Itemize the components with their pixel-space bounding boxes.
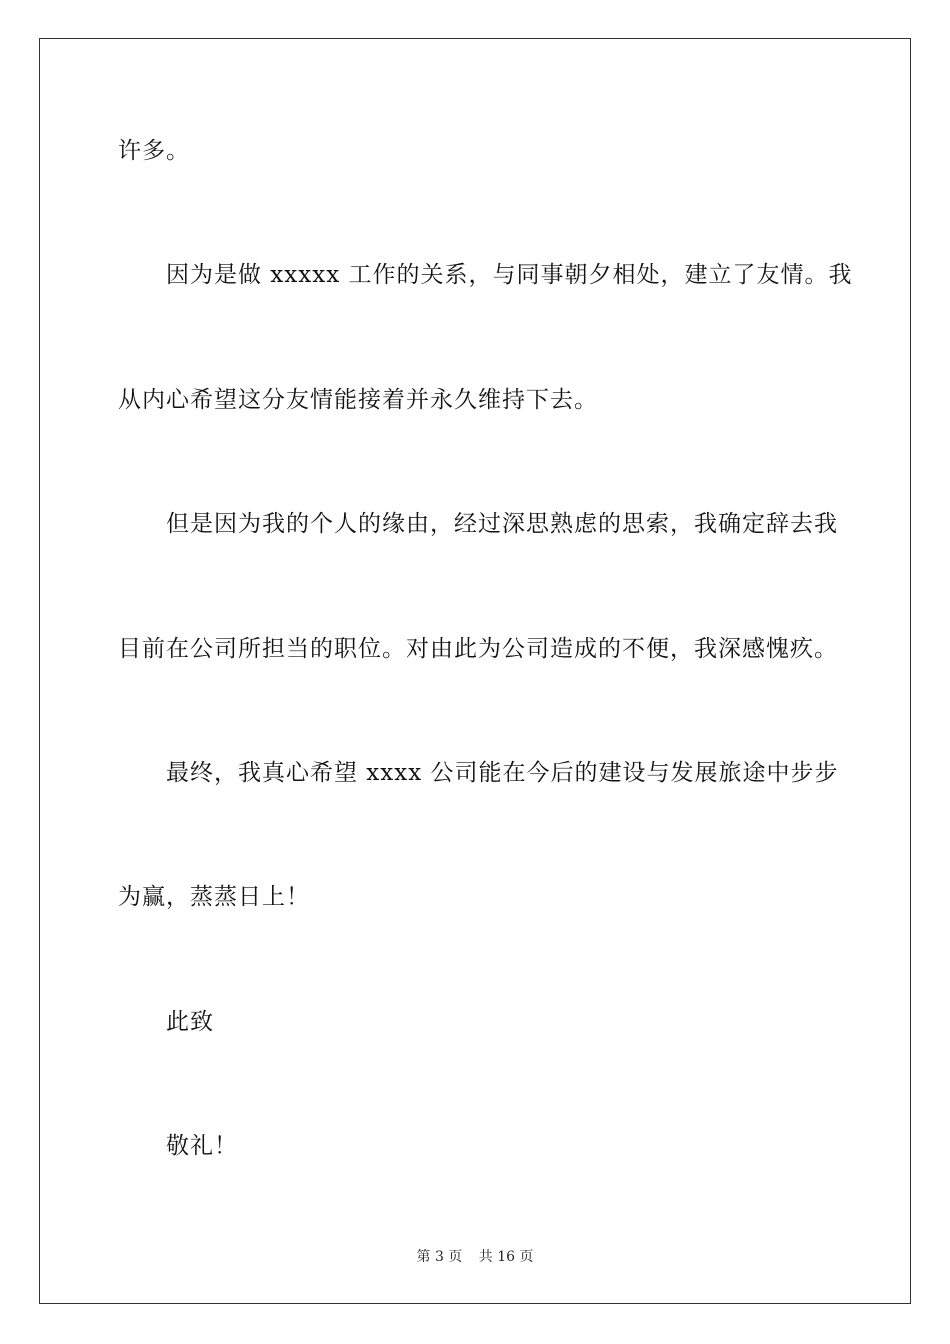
page-footer	[0, 1248, 950, 1266]
page-total: 共 16 页	[478, 1249, 534, 1265]
closing-regards: 敬礼！	[166, 1133, 238, 1159]
paragraph-line: 为赢，蒸蒸日上！	[118, 884, 310, 910]
paragraph-line: 最终，我真心希望 xxxx 公司能在今后的建设与发展旅途中步步	[166, 760, 839, 786]
page-border	[39, 38, 911, 1304]
paragraph-line: 目前在公司所担当的职位。对由此为公司造成的不便，我深感愧疚。	[118, 636, 838, 662]
closing-salutation: 此致	[166, 1009, 214, 1035]
paragraph-line: 从内心希望这分友情能接着并永久维持下去。	[118, 387, 598, 413]
paragraph-line: 但是因为我的个人的缘由，经过深思熟虑的思索，我确定辞去我	[166, 511, 838, 537]
paragraph-line: 许多。	[118, 138, 190, 164]
paragraph-line: 因为是做 xxxxx 工作的关系，与同事朝夕相处，建立了友情。我	[166, 262, 853, 288]
page-number: 第 3 页	[416, 1249, 463, 1265]
